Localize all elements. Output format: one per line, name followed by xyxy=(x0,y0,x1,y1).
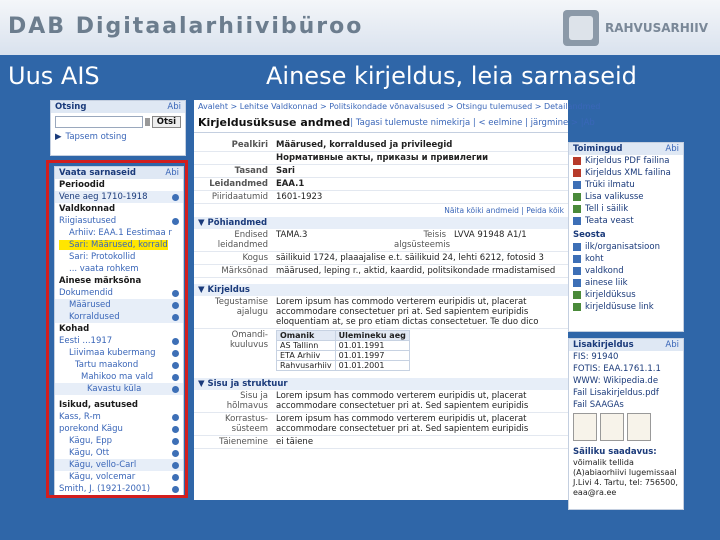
isik-item[interactable]: Kägu, volcemar xyxy=(69,472,136,482)
person-icon xyxy=(573,243,581,251)
owners-col-header: Ulemineku aeg xyxy=(335,331,409,341)
valdkond-item[interactable]: Riigiasutused xyxy=(59,216,117,226)
title-ru-value: Нормативные акты, приказы и привилегии xyxy=(276,153,489,163)
action-label: Teata veast xyxy=(585,216,634,226)
isik-item[interactable]: Kägu, vello-Carl xyxy=(69,460,137,470)
action-label: Trüki ilmatu xyxy=(585,180,635,190)
ainese-item[interactable]: Dokumendid xyxy=(59,288,113,298)
link-domain-action[interactable] xyxy=(569,265,683,277)
extra-title: Lisakirjeldus xyxy=(573,340,634,350)
koht-item[interactable]: Kavastu küla xyxy=(87,384,142,394)
koht-item[interactable]: Liivimaa kubermang xyxy=(69,348,156,358)
actions-panel xyxy=(568,142,684,332)
field-label: Pealkiri xyxy=(231,140,268,150)
brand-label: RAHVUSARHIIV xyxy=(604,21,708,35)
history-value: Lorem ipsum has commodo verterem euripidis ut, placerat accommodare consectetuer pri at. Sed sapientem euripidis eloquentiam at, se pro etiam dictas consectetuer. Te duo dico xyxy=(276,297,539,327)
field-label: Endised leidandmed xyxy=(217,230,268,250)
level-value: Sari xyxy=(276,166,295,176)
field-label: Sisu ja hõlmavus xyxy=(226,391,268,411)
action-label: ilk/organisatsioon xyxy=(585,242,660,252)
highlight-frame xyxy=(46,160,188,498)
valdkond-item[interactable]: Arhiiv: EAA.1 Eestimaa r xyxy=(69,228,172,238)
document-thumbnail[interactable] xyxy=(600,413,624,441)
koht-item[interactable]: Tartu maakond xyxy=(75,360,139,370)
report-error-action[interactable] xyxy=(569,215,683,227)
order-item-action[interactable] xyxy=(569,203,683,215)
reference-value: EAA.1 xyxy=(276,179,305,189)
table-row xyxy=(277,351,410,361)
similar-help-link[interactable]: Abi xyxy=(165,168,179,178)
extra-file-link[interactable]: Fail SAAGAs xyxy=(573,400,624,410)
action-label: Lisa valikusse xyxy=(585,192,644,202)
section-main xyxy=(194,217,568,229)
place-icon xyxy=(573,255,581,263)
xml-icon xyxy=(573,169,581,177)
description-help-link[interactable]: Ab xyxy=(583,117,595,128)
field-label: Tasand xyxy=(234,166,268,176)
field-label xyxy=(194,152,272,164)
arrangement-value: Lorem ipsum has commodo verterem euripidis ut, placerat accommodare consectetuer pri at. Sed sapientem euripidis xyxy=(276,414,529,434)
isikud-heading: Isikud, asutused xyxy=(59,400,138,410)
rahvusarhiiv-brand xyxy=(563,10,708,46)
owner-name: Rahvusarhiiv xyxy=(277,361,336,371)
extra-file-link[interactable]: Fail Lisakirjeldus.pdf xyxy=(573,388,659,398)
search-panel xyxy=(50,100,186,156)
print-action[interactable] xyxy=(569,179,683,191)
collapse-icon[interactable]: ▼ xyxy=(198,379,208,389)
field-label: Täienemine xyxy=(219,437,268,447)
field-label: Leidandmed xyxy=(209,179,268,189)
section-structure xyxy=(194,378,568,390)
order-icon xyxy=(573,205,581,213)
expand-arrow-icon: ▶ xyxy=(55,132,62,142)
error-icon xyxy=(573,217,581,225)
action-label: ainese liik xyxy=(585,278,628,288)
extra-description-panel xyxy=(568,338,684,510)
collapse-icon[interactable]: ▼ xyxy=(198,285,208,295)
extra-line: FIS: 91940 xyxy=(573,352,619,362)
field-label: Piiridaatumid xyxy=(211,192,268,202)
chain-icon xyxy=(573,303,581,311)
owners-col-header: Omanik xyxy=(277,331,336,341)
add-icon xyxy=(573,193,581,201)
slide-left-title: Uus AIS xyxy=(8,62,100,90)
ainese-item[interactable]: Korraldused xyxy=(69,312,120,322)
more-link[interactable]: ... vaata rohkem xyxy=(69,264,139,274)
search-input[interactable] xyxy=(55,116,143,128)
scope-value: Lorem ipsum has commodo verterem euripidis ut, placerat accommodare consectetuer pri at. Sed sapientem euripidis xyxy=(276,391,529,411)
table-row xyxy=(277,361,410,371)
owner-date: 01.01.1991 xyxy=(335,341,409,351)
field-label: Märksõnad xyxy=(221,266,268,276)
export-pdf-action[interactable] xyxy=(569,155,683,167)
period-item[interactable]: Vene aeg 1710-1918 xyxy=(59,192,148,202)
table-row xyxy=(277,341,410,351)
valdkond-item-highlighted[interactable]: Sari: Määrused, korrald xyxy=(59,240,168,250)
action-label: koht xyxy=(585,254,604,264)
section-description xyxy=(194,284,568,296)
valdkonnad-heading: Valdkonnad xyxy=(59,204,116,214)
field-label: Teisis algsüsteemis xyxy=(394,230,451,250)
actions-help-link[interactable]: Abi xyxy=(665,144,679,154)
add-to-selection-action[interactable] xyxy=(569,191,683,203)
action-label: Tell i säilik xyxy=(585,204,629,214)
export-xml-action[interactable] xyxy=(569,167,683,179)
ainese-item[interactable]: Määrused xyxy=(69,300,111,310)
search-clear-icon[interactable] xyxy=(145,118,150,126)
isik-item[interactable]: porekond Kägu xyxy=(59,424,123,434)
section-description-title: Kirjeldus xyxy=(207,285,250,295)
availability-heading: Säiliku saadavus: xyxy=(573,447,657,457)
kohad-heading: Kohad xyxy=(59,324,90,334)
link-person-action[interactable] xyxy=(569,241,683,253)
link-place-action[interactable] xyxy=(569,253,683,265)
action-label: kirjeldüksus xyxy=(585,290,636,300)
availability-text: võimalik tellida (A)abiaorhiivi lugemissaal J.Livi 4. Tartu, tel: 756500, eaa@ra.ee xyxy=(573,458,678,497)
dates-value: 1601-1923 xyxy=(276,192,323,202)
subject-icon xyxy=(573,279,581,287)
isik-item[interactable]: Kass, R-m xyxy=(59,412,101,422)
result-navigation[interactable]: | Tagasi tulemuste nimekirja | < eelmine | järgmine > | xyxy=(350,117,584,128)
dab-logo: DAB Digitaalarhiivibüroo xyxy=(8,14,364,39)
print-icon xyxy=(573,181,581,189)
other-ref-value: LVVA 91948 A1/1 xyxy=(454,230,527,240)
breadcrumb[interactable]: Avaleht > Lehitse Valdkonnad > Politsikondade võnavalsused > Otsingu tulemused > Detailandmed xyxy=(198,102,601,111)
extra-help-link[interactable]: Abi xyxy=(665,340,679,350)
field-label: Korrastus-süsteem xyxy=(224,414,268,434)
section-structure-title: Sisu ja struktuur xyxy=(207,379,288,389)
link-heading: Seosta xyxy=(573,230,606,240)
quantity-value: säilikuid 1724, plaaajalise e.t. säilikuid 24, lehti 6212, fotosid 3 xyxy=(276,253,544,263)
link-subject-action[interactable] xyxy=(569,277,683,289)
title-value: Määrused, korraldused ja privileegid xyxy=(276,140,453,150)
slide-right-title: Ainese kirjeldus, leia sarnaseid xyxy=(266,62,637,90)
owner-date: 01.01.1997 xyxy=(335,351,409,361)
advanced-search-link[interactable]: Tapsem otsing xyxy=(65,132,127,142)
accruals-value: ei täiene xyxy=(276,437,314,447)
action-label: Kirjeldus XML failina xyxy=(585,168,671,178)
isik-item[interactable]: Smith, J. (1921-2001) xyxy=(59,484,151,494)
show-hide-links[interactable]: Näita kõiki andmeid | Peida kõik xyxy=(444,206,564,215)
document-thumbnail[interactable] xyxy=(573,413,597,441)
keywords-value: määrused, leping r., aktid, kaardid, politsikondade rmadistamised xyxy=(276,266,556,276)
isik-item[interactable]: Kägu, Ott xyxy=(69,448,110,458)
koht-item[interactable]: Mahikoo ma vald xyxy=(81,372,154,382)
section-main-title: Põhiandmed xyxy=(207,218,268,228)
coat-of-arms-icon xyxy=(563,10,599,46)
pdf-icon xyxy=(573,157,581,165)
owner-date: 01.01.2001 xyxy=(335,361,409,371)
valdkond-item[interactable]: Sari: Protokollid xyxy=(69,252,136,262)
search-help-link[interactable]: Abi xyxy=(167,102,181,112)
owners-table xyxy=(276,330,410,371)
field-label: Kogus xyxy=(242,253,268,263)
similar-title: Vaata sarnaseid xyxy=(59,168,136,178)
top-banner xyxy=(0,0,720,55)
extra-line: FOTIS: EAA.1761.1.1 xyxy=(573,364,661,374)
period-heading: Perioodid xyxy=(59,180,105,190)
action-label: kirjeldüsuse link xyxy=(585,302,654,312)
unit-icon xyxy=(573,291,581,299)
owner-name: ETA Arhiiv xyxy=(277,351,336,361)
link-unit-link-action[interactable] xyxy=(569,301,683,313)
search-button[interactable]: Otsi xyxy=(152,116,181,128)
action-label: valdkond xyxy=(585,266,624,276)
isik-item[interactable]: Kägu, Epp xyxy=(69,436,112,446)
collapse-icon[interactable]: ▼ xyxy=(198,218,208,228)
search-title: Otsing xyxy=(55,102,87,112)
extra-link[interactable]: WWW: Wikipedia.de xyxy=(573,376,659,386)
actions-title: Toimingud xyxy=(573,144,623,154)
field-label: Tegustamise ajalugu xyxy=(214,297,268,317)
domain-icon xyxy=(573,267,581,275)
description-title: Kirjeldusüksuse andmed xyxy=(198,116,351,129)
prev-ref-value: TAMA.3 xyxy=(276,230,308,240)
link-unit-action[interactable] xyxy=(569,289,683,301)
field-label: Omandi- kuuluvus xyxy=(229,330,268,350)
document-thumbnail[interactable] xyxy=(627,413,651,441)
action-label: Kirjeldus PDF failina xyxy=(585,156,670,166)
ainese-heading: Ainese märksõna xyxy=(59,276,142,286)
koht-item[interactable]: Eesti ...1917 xyxy=(59,336,113,346)
owner-name: AS Tallinn xyxy=(277,341,336,351)
